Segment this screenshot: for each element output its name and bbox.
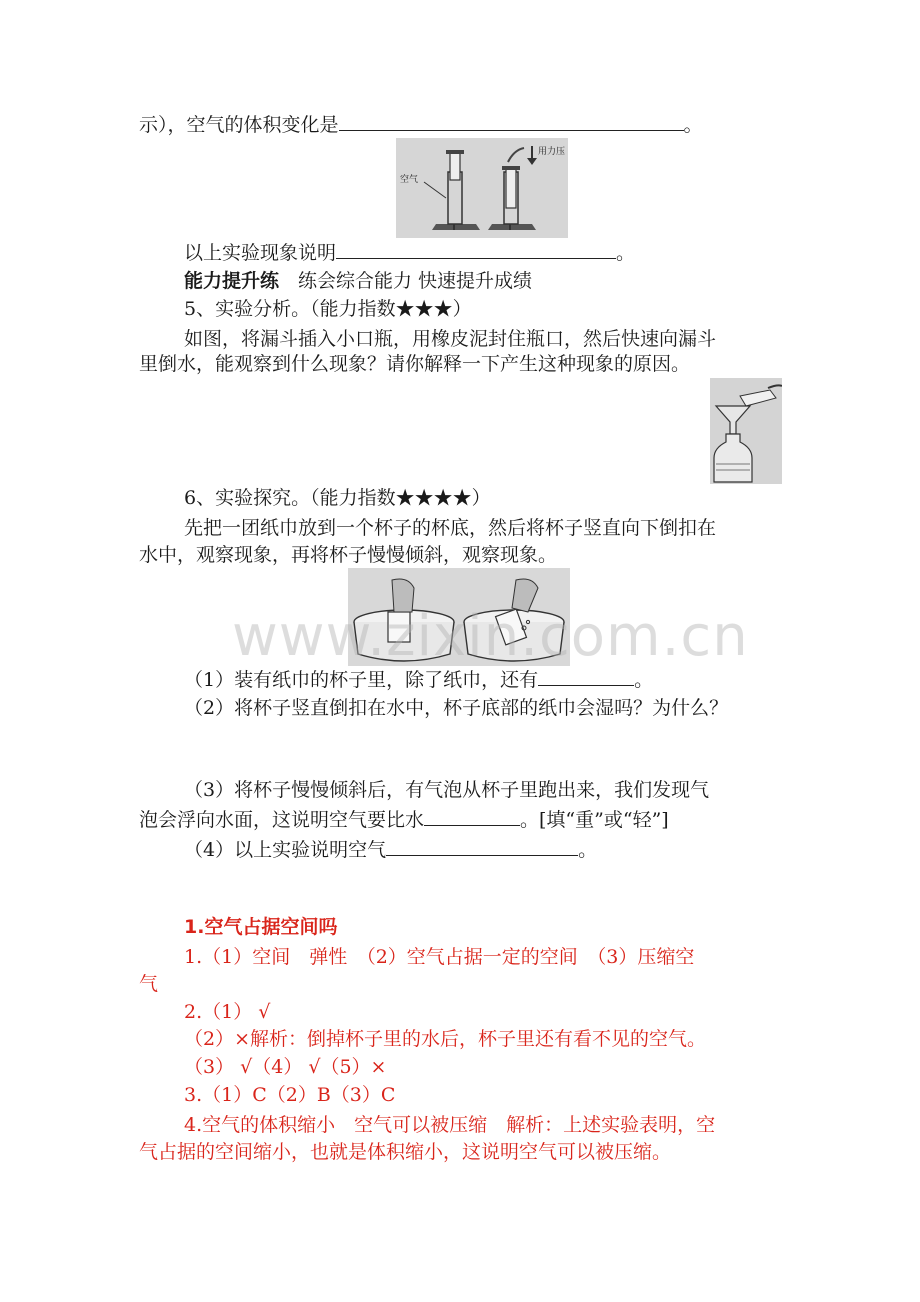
question-6-sub-1: （1）装有纸巾的杯子里，除了纸巾，还有 。 <box>184 669 654 691</box>
question-6-sub-3: （3）将杯子慢慢倾斜后，有气泡从杯子里跑出来，我们发现气 <box>184 779 710 801</box>
answer-blank[interactable] <box>424 807 520 826</box>
question-6-text: 先把一团纸巾放到一个杯子的杯底，然后将杯子竖直向下倒扣在 <box>184 517 717 539</box>
answer-blank[interactable] <box>386 837 578 856</box>
answer-section-title: 1.空气占据空间吗 <box>184 916 338 938</box>
question-5-title: 5、实验分析。（能力指数★★★） <box>184 298 472 320</box>
question-line-volume-change: 示），空气的体积变化是 。 <box>139 114 703 136</box>
answer-4: 4.空气的体积缩小 空气可以被压缩 解析：上述实验表明，空 <box>184 1114 716 1136</box>
question-line-conclusion: 以上实验现象说明 。 <box>184 242 636 264</box>
answer-1: 1.（1）空间 弹性 （2）空气占据一定的空间 （3）压缩空 <box>184 946 695 968</box>
question-6-sub-2: （2）将杯子竖直倒扣在水中，杯子底部的纸巾会湿吗？为什么？ <box>184 697 729 719</box>
syringe-experiment-figure <box>396 138 568 238</box>
answer-blank[interactable] <box>336 240 616 259</box>
question-6-text-cont: 水中，观察现象，再将杯子慢慢倾斜，观察现象。 <box>139 544 558 566</box>
answer-1-cont: 气 <box>139 973 159 995</box>
answer-blank[interactable] <box>339 112 684 131</box>
figure-label-air: 空气 <box>400 175 419 185</box>
answer-2-sub3to5: （3） √（4） √（5）× <box>184 1056 387 1078</box>
section-heading-ability: 能力提升练 练会综合能力 快速提升成绩 <box>184 270 533 292</box>
answer-blank[interactable] <box>538 667 634 686</box>
watermark: www.zixin.com.cn <box>232 604 749 669</box>
question-5-text-cont: 里倒水，能观察到什么现象？请你解释一下产生这种现象的原因。 <box>139 353 691 375</box>
answer-3: 3.（1）C（2）B（3）C <box>184 1084 396 1106</box>
question-6-sub-3-cont: 泡会浮向水面，这说明空气要比水 。[填“重”或“轻”] <box>139 809 669 831</box>
answer-2: 2.（1） √ <box>184 1001 271 1023</box>
funnel-bottle-figure <box>710 378 782 484</box>
question-5-text: 如图，将漏斗插入小口瓶，用橡皮泥封住瓶口，然后快速向漏斗 <box>184 328 717 350</box>
figure-label-press: 用力压 <box>538 147 566 157</box>
question-6-sub-4: （4）以上实验说明空气 。 <box>184 839 598 861</box>
answer-4-cont: 气占据的空间缩小，也就是体积缩小，这说明空气可以被压缩。 <box>139 1141 672 1163</box>
answer-2-sub2: （2）×解析：倒掉杯子里的水后，杯子里还有看不见的空气。 <box>184 1028 707 1050</box>
question-6-title: 6、实验探究。（能力指数★★★★） <box>184 487 491 509</box>
